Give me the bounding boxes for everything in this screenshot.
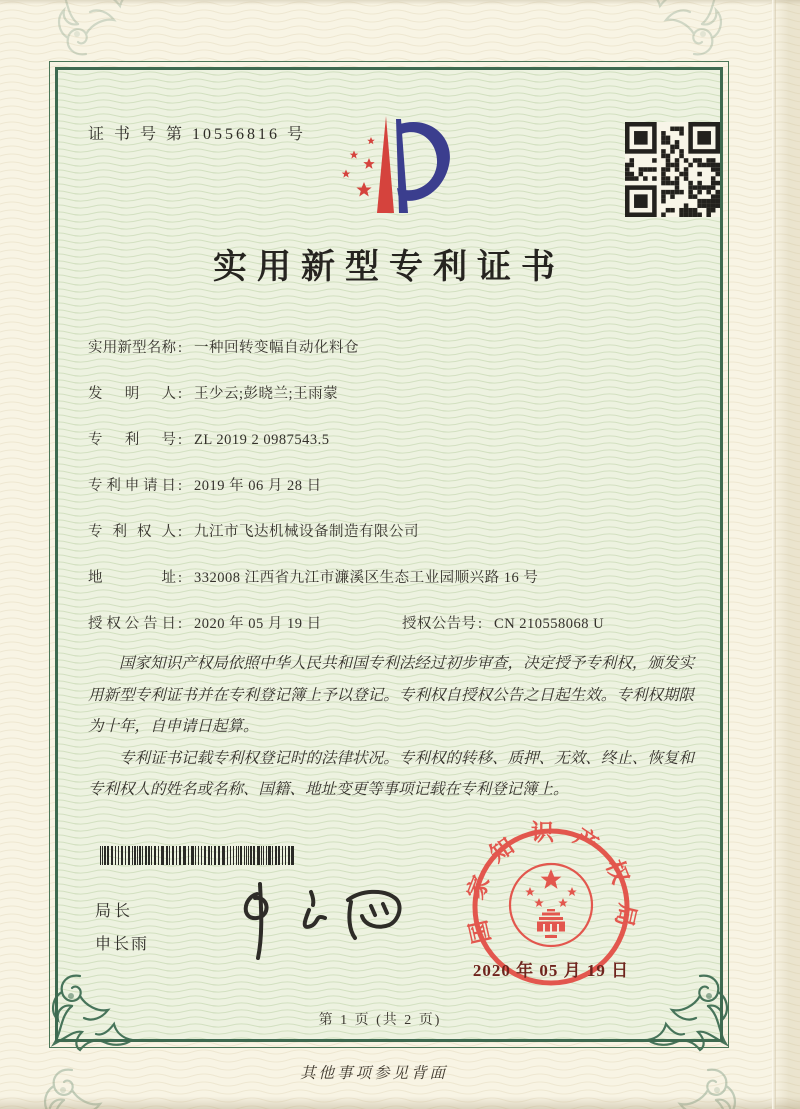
field-row-address: [88, 566, 718, 587]
field-label: 授权公告日: [88, 616, 176, 632]
field-label: 专利号: [88, 432, 176, 448]
field-value: 一种回转变幅自动化料仓: [194, 340, 360, 356]
grant-number-group: [402, 612, 604, 633]
field-colon: :: [178, 616, 183, 632]
field-colon: :: [178, 524, 183, 540]
field-value: 九江市飞达机械设备制造有限公司: [194, 524, 420, 540]
director-signature: [205, 872, 415, 972]
field-row-grant: [88, 612, 718, 633]
field-colon: :: [178, 340, 183, 356]
field-row-patent-number: [88, 428, 718, 449]
barcode: [100, 846, 296, 865]
field-label: 实用新型名称: [88, 340, 176, 356]
certificate-number: 证 书 号 第 10556816 号: [88, 126, 307, 143]
field-row-name: [88, 336, 718, 357]
field-row-filing-date: [88, 474, 718, 495]
field-colon: :: [178, 386, 183, 402]
director-name: 申长雨: [95, 936, 150, 953]
field-row-inventors: [88, 382, 718, 403]
field-colon: :: [178, 432, 183, 448]
field-value: 2020 年 05 月 19 日: [194, 616, 322, 632]
cnipa-logo: [333, 111, 483, 233]
seal-date: 2020 年 05 月 19 日: [472, 961, 630, 980]
field-value: CN 210558068 U: [494, 616, 605, 632]
seal-ring-text: 国家知识产权局: [462, 820, 640, 946]
field-colon: :: [178, 478, 183, 494]
page-number: 第 1 页 (共 2 页): [318, 1013, 442, 1028]
qr-code: [625, 122, 720, 217]
field-row-patentee: [88, 520, 718, 541]
field-value: 王少云;彭晓兰;王雨蒙: [194, 386, 339, 402]
national-emblem: [510, 864, 592, 946]
field-value: ZL 2019 2 0987543.5: [194, 432, 330, 448]
legal-paragraph-2: 专利证书记载专利权登记时的法律状况。专利权的转移、质押、无效、终止、恢复和专利权人的姓名或名称、国籍、地址变更等事项记载在专利登记簿上。: [88, 749, 694, 798]
director-title: 局长: [95, 903, 134, 920]
back-side-note: 其他事项参见背面: [300, 1065, 449, 1082]
field-label: 地址: [88, 570, 176, 586]
field-label: 授权公告号: [402, 616, 476, 632]
certificate-title: 实用新型专利证书: [213, 249, 565, 286]
field-value: 2019 年 06 月 28 日: [194, 478, 322, 494]
field-label: 专利权人: [88, 524, 176, 540]
field-colon: :: [478, 616, 483, 632]
field-label: 发明人: [88, 386, 176, 402]
field-colon: :: [178, 570, 183, 586]
legal-body: [88, 648, 694, 806]
field-label: 专利申请日: [88, 478, 176, 494]
legal-paragraph-1: 国家知识产权局依照中华人民共和国专利法经过初步审查，决定授予专利权，颁发实用新型专利证书并在专利登记簿上予以登记。专利权自授权公告之日起生效。专利权期限为十年，自申请日起算。: [88, 655, 694, 735]
field-value: 332008 江西省九江市濂溪区生态工业园顺兴路 16 号: [194, 570, 539, 586]
